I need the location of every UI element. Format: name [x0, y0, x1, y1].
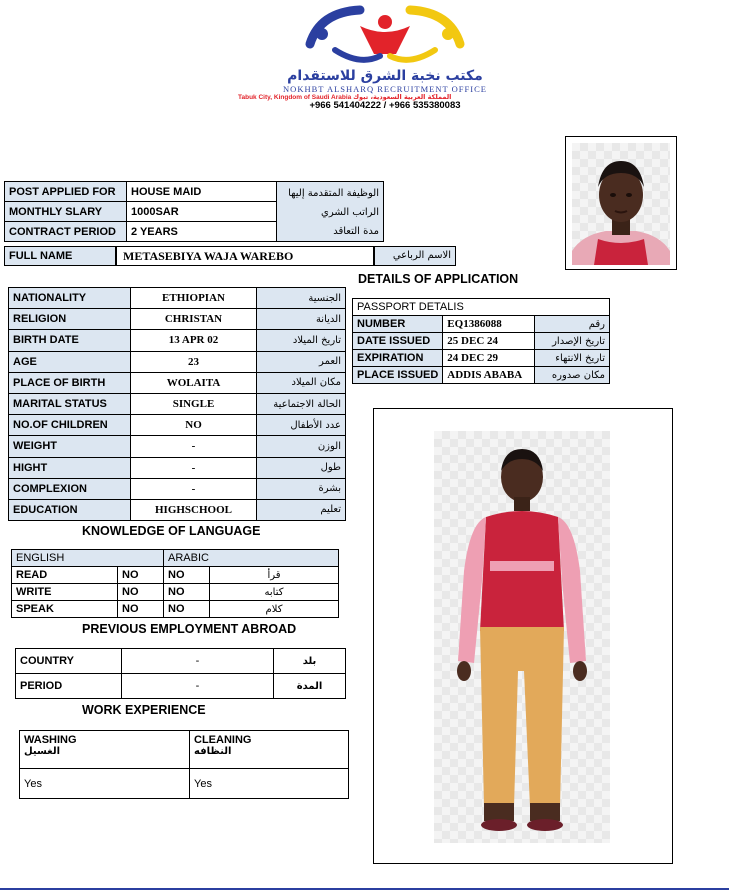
experience-value: Yes	[20, 769, 190, 799]
table-row	[9, 351, 346, 372]
table-row	[9, 372, 346, 393]
language-english-level: NO	[118, 601, 164, 618]
table-row	[9, 436, 346, 457]
language-skill: WRITE	[12, 584, 118, 601]
job-label: MONTHLY SLARY	[5, 202, 127, 222]
employment-value: -	[122, 674, 274, 699]
personal-label-ar: عدد الأطفال	[257, 415, 346, 436]
job-label-ar: مدة التعاقد	[333, 226, 379, 237]
table-row	[9, 499, 346, 520]
job-table	[4, 181, 384, 242]
personal-value: ETHIOPIAN	[131, 288, 257, 309]
personal-value: NO	[131, 415, 257, 436]
details-title: DETAILS OF APPLICATION	[358, 272, 519, 286]
job-label: CONTRACT PERIOD	[5, 222, 127, 242]
personal-value: -	[131, 436, 257, 457]
experience-label-ar: النظافه	[194, 746, 232, 757]
full-name-label: FULL NAME	[4, 246, 116, 266]
full-body-photo-frame	[373, 408, 673, 864]
employment-label-ar: المدة	[274, 674, 346, 699]
personal-label: RELIGION	[9, 309, 131, 330]
passport-value: 25 DEC 24	[443, 333, 535, 350]
logo-name-ar: مكتب نخبة الشرق للاستقدام	[287, 68, 483, 84]
personal-value: 13 APR 02	[131, 330, 257, 351]
full-body-photo	[434, 431, 610, 843]
experience-table	[19, 730, 349, 799]
table-row	[9, 415, 346, 436]
employment-label: COUNTRY	[16, 649, 122, 674]
table-row	[9, 330, 346, 351]
personal-label: PLACE OF BIRTH	[9, 372, 131, 393]
personal-value: -	[131, 457, 257, 478]
table-row	[12, 601, 339, 618]
personal-label-ar: مكان الميلاد	[257, 372, 346, 393]
personal-label-ar: الديانة	[257, 309, 346, 330]
experience-cleaning	[190, 731, 349, 769]
footer-divider	[0, 888, 729, 890]
personal-label: AGE	[9, 351, 131, 372]
personal-label: NATIONALITY	[9, 288, 131, 309]
passport-value: ADDIS ABABA	[443, 367, 535, 384]
personal-label: BIRTH DATE	[9, 330, 131, 351]
employment-table	[15, 648, 346, 699]
personal-value: 23	[131, 351, 257, 372]
language-table	[11, 549, 339, 618]
passport-label-ar: رقم	[535, 316, 610, 333]
job-label-ar: الوظيفة المتقدمة إليها	[288, 188, 379, 199]
personal-label-ar: الحالة الاجتماعية	[257, 393, 346, 414]
personal-value: WOLAITA	[131, 372, 257, 393]
language-skill: SPEAK	[12, 601, 118, 618]
language-arabic-level: NO	[164, 567, 210, 584]
job-value: 2 YEARS	[127, 222, 277, 242]
personal-label: HIGHT	[9, 457, 131, 478]
personal-label-ar: بشرة	[257, 478, 346, 499]
table-row	[12, 567, 339, 584]
personal-label-ar: تاريخ الميلاد	[257, 330, 346, 351]
language-col-english: ENGLISH	[12, 550, 164, 567]
personal-value: HIGHSCHOOL	[131, 499, 257, 520]
personal-label: NO.OF CHILDREN	[9, 415, 131, 436]
personal-label-ar: العمر	[257, 351, 346, 372]
language-skill: READ	[12, 567, 118, 584]
personal-label-ar: تعليم	[257, 499, 346, 520]
personal-table	[8, 287, 346, 521]
experience-value: Yes	[190, 769, 349, 799]
language-skill-ar: كلام	[210, 601, 339, 618]
logo-name-en: NOKHBT ALSHARQ RECRUITMENT OFFICE	[283, 84, 487, 94]
passport-value: 24 DEC 29	[443, 350, 535, 367]
language-skill-ar: قرأ	[210, 567, 339, 584]
personal-label-ar: الوزن	[257, 436, 346, 457]
portrait-photo	[572, 143, 670, 265]
passport-title: PASSPORT DETALIS	[353, 299, 610, 316]
table-row	[20, 769, 349, 799]
employment-label: PERIOD	[16, 674, 122, 699]
passport-label: PLACE ISSUED	[353, 367, 443, 384]
table-row	[9, 288, 346, 309]
table-row	[12, 550, 339, 567]
table-row	[353, 316, 610, 333]
office-logo-icon	[300, 4, 470, 68]
language-skill-ar: كتابه	[210, 584, 339, 601]
letterhead	[230, 4, 540, 111]
job-labels-ar	[277, 182, 384, 242]
personal-label: EDUCATION	[9, 499, 131, 520]
personal-label: MARITAL STATUS	[9, 393, 131, 414]
experience-washing	[20, 731, 190, 769]
personal-label: WEIGHT	[9, 436, 131, 457]
employment-title: PREVIOUS EMPLOYMENT ABROAD	[82, 622, 297, 636]
job-value: 1000SAR	[127, 202, 277, 222]
experience-title: WORK EXPERIENCE	[82, 703, 206, 717]
address-ar: المملكة العربية السعودية، تبوك	[353, 93, 452, 101]
job-label: POST APPLIED FOR	[5, 182, 127, 202]
table-row	[16, 674, 346, 699]
experience-label: WASHING	[24, 734, 77, 746]
passport-label-ar: تاريخ الإصدار	[535, 333, 610, 350]
phone-numbers: +966 541404222 / +966 535380083	[309, 100, 461, 111]
full-name-row	[4, 246, 456, 266]
language-col-arabic: ARABIC	[164, 550, 339, 567]
passport-table	[352, 298, 610, 384]
job-value: HOUSE MAID	[127, 182, 277, 202]
passport-label-ar: مكان صدوره	[535, 367, 610, 384]
table-row	[20, 731, 349, 769]
table-row	[353, 299, 610, 316]
passport-value: EQ1386088	[443, 316, 535, 333]
table-row	[5, 182, 384, 202]
address-en: Tabuk City, Kingdom of Saudi Arabia	[238, 94, 352, 101]
table-row	[16, 649, 346, 674]
table-row	[9, 478, 346, 499]
passport-label: DATE ISSUED	[353, 333, 443, 350]
personal-label: COMPLEXION	[9, 478, 131, 499]
language-english-level: NO	[118, 584, 164, 601]
passport-label-ar: تاريخ الانتهاء	[535, 350, 610, 367]
full-name-label-ar: الاسم الرباعي	[374, 246, 456, 266]
employment-label-ar: بلد	[274, 649, 346, 674]
table-row	[353, 350, 610, 367]
table-row	[9, 393, 346, 414]
full-name-value: METASEBIYA WAJA WAREBO	[116, 246, 374, 266]
table-row	[12, 584, 339, 601]
personal-value: -	[131, 478, 257, 499]
language-arabic-level: NO	[164, 584, 210, 601]
passport-label: EXPIRATION	[353, 350, 443, 367]
personal-value: CHRISTAN	[131, 309, 257, 330]
language-arabic-level: NO	[164, 601, 210, 618]
language-english-level: NO	[118, 567, 164, 584]
personal-value: SINGLE	[131, 393, 257, 414]
table-row	[353, 367, 610, 384]
table-row	[9, 309, 346, 330]
portrait-photo-frame	[565, 136, 677, 270]
passport-label: NUMBER	[353, 316, 443, 333]
personal-label-ar: الجنسية	[257, 288, 346, 309]
personal-label-ar: طول	[257, 457, 346, 478]
experience-label: CLEANING	[194, 734, 252, 746]
language-title: KNOWLEDGE OF LANGUAGE	[82, 524, 261, 538]
employment-value: -	[122, 649, 274, 674]
table-row	[353, 333, 610, 350]
experience-label-ar: الغسيل	[24, 746, 61, 757]
job-label-ar: الراتب الشري	[321, 207, 379, 218]
table-row	[9, 457, 346, 478]
